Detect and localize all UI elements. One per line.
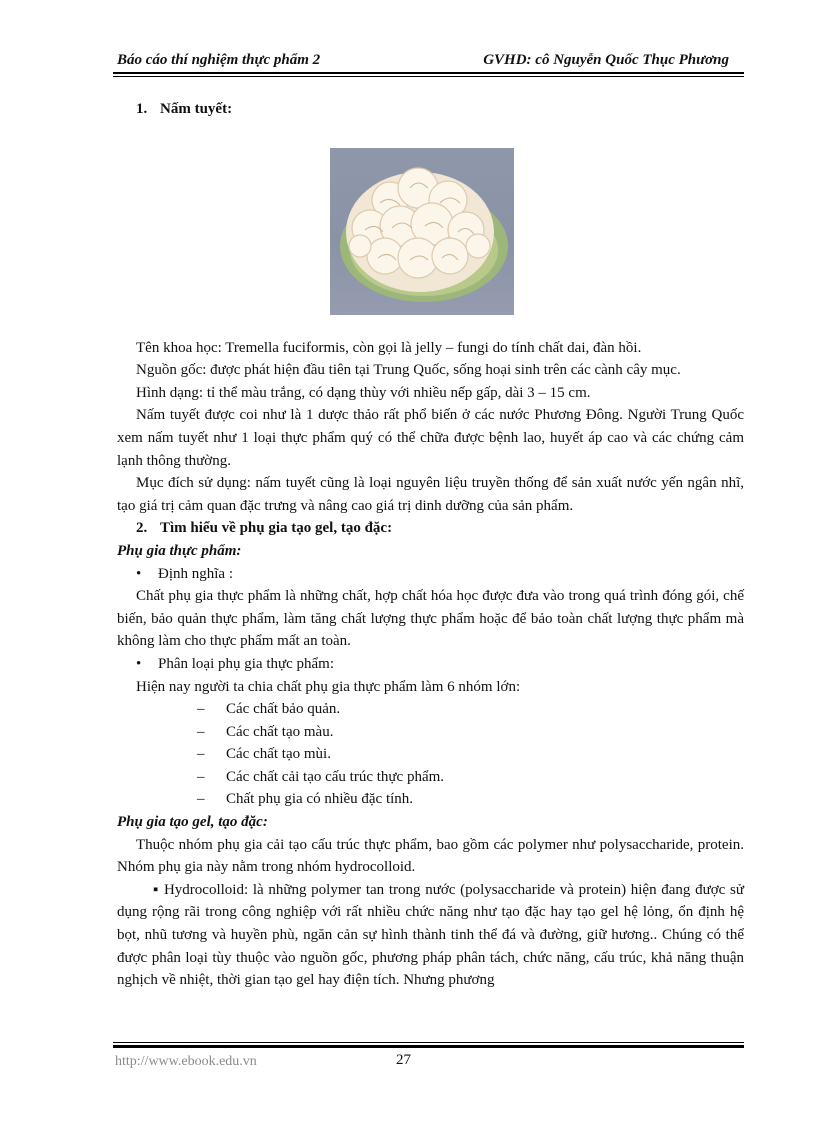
section1-paragraph: Nguồn gốc: được phát hiện đầu tiên tại Trung Quốc, sống hoại sinh trên các cành cây mục. [136,362,681,379]
group-list-item [117,721,744,744]
group-list-item [117,766,744,789]
footer-rule-thick [113,1045,744,1048]
group-text: Các chất cải tạo cấu trúc thực phẩm. [226,768,445,785]
group-text: Các chất tạo màu. [226,723,334,740]
bullet-text: Phân loại phụ gia thực phẩm: [158,655,335,672]
footer-rule-thin [113,1042,744,1043]
group-list-item [117,788,744,811]
page-content [117,98,744,992]
definition-paragraph: Chất phụ gia thực phẩm là những chất, hợp chất hóa học được đưa vào trong quá trình đóng gói, chế biến, bảo quản thực phẩm, làm tăng chất lượng thực phẩm hoặc để bảo toàn chất lượng thực phẩm mà không làm cho thực phẩm mất an toàn. [117,588,744,650]
dash-icon: – [197,791,205,808]
dash-icon: – [197,746,205,763]
bullet-text: Định nghĩa : [158,565,233,582]
section1-paragraph: Tên khoa học: Tremella fuciformis, còn gọi là jelly – fungi do tính chất dai, đàn hồi. [136,339,642,356]
group-list-item [117,743,744,766]
classification-intro: Hiện nay người ta chia chất phụ gia thực phẩm làm 6 nhóm lớn: [136,678,521,695]
dash-icon: – [197,701,205,718]
gel-paragraph: Thuộc nhóm phụ gia cải tạo cấu trúc thực phẩm, bao gồm các polymer như polysaccharide, protein. Nhóm phụ gia này nằm trong nhóm hydrocolloid. [117,836,744,876]
section2-number: 2. [136,520,148,537]
section2-heading [117,517,744,540]
square-bullet-icon: ▪ [153,881,160,898]
section1-title: Nấm tuyết: [160,101,233,117]
section1-number: 1. [136,101,148,117]
header-rule-thick [113,72,744,74]
bullet-item [117,563,744,586]
dash-icon: – [197,723,205,740]
header-rule-thin [113,76,744,77]
page-number: 27 [396,1052,411,1068]
section1-paragraph: Mục đích sử dụng: nấm tuyết cũng là loại nguyên liệu truyền thống để sản xuất nước yến ngân nhĩ, tạo giá trị cảm quan đặc trưng và nâng cao giá trị dinh dưỡng của sản phẩm. [117,475,744,514]
hydrocolloid-paragraph [117,879,744,992]
subheading-gel-additives: Phụ gia tạo gel, tạo đặc: [117,814,268,831]
section2-title: Tìm hiểu về phụ gia tạo gel, tạo đặc: [160,520,393,537]
section1-heading [117,98,744,121]
bullet-icon: • [136,655,142,672]
snow-fungus-illustration [330,148,514,315]
dash-icon: – [197,768,205,785]
header-right: GVHD: cô Nguyễn Quốc Thục Phương [483,52,729,68]
group-text: Chất phụ gia có nhiều đặc tính. [226,791,414,808]
page-header [117,52,743,72]
footer-url: http://www.ebook.edu.vn [115,1054,257,1069]
bullet-item [117,653,744,676]
section1-paragraph: Hình dạng: tỉ thể màu trắng, có dạng thùy với nhiều nếp gấp, dài 3 – 15 cm. [136,384,591,401]
bullet-icon: • [136,565,142,582]
snow-fungus-photo [330,148,514,315]
subheading-food-additives: Phụ gia thực phẩm: [117,542,242,559]
group-text: Các chất tạo mùi. [226,746,331,763]
section1-paragraph: Nấm tuyết được coi như là 1 dược thảo rất phổ biến ở các nước Phương Đông. Người Trung Quốc xem nấm tuyết như 1 loại thực phẩm quý có thể chữa được bệnh lao, huyết áp cao và các chứng cảm lạnh thông thường. [117,407,744,469]
group-text: Các chất bảo quản. [226,701,341,718]
group-list-item [117,698,744,721]
header-left: Báo cáo thí nghiệm thực phẩm 2 [117,52,321,68]
hydrocolloid-text: Hydrocolloid: là những polymer tan trong nước (polysaccharide và protein) hiện đang được sử dụng rộng rãi trong công nghiệp với rất nhiều chức năng như tạo đặc hay tạo gel hệ lỏng, ổn định hệ bọt, nhũ tương và huyền phù, ngăn cản sự hình thành tinh thể đá và đường, giữ hương.. Chúng có thể được phân loại tùy thuộc vào nguồn gốc, phương pháp phân tách, chức năng, cấu trúc, khả năng thuận nghịch về nhiệt, thời gian tạo gel hay điện tích. Nhưng phương [117,881,745,989]
